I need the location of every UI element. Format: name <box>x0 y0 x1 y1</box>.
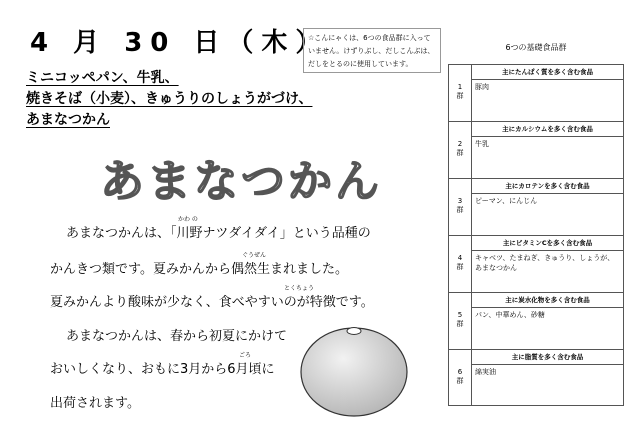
menu-line-3: あまなつかん <box>26 112 110 128</box>
group-number-5: 5 群 <box>456 311 464 328</box>
menu-line-1: ミニコッペパン、牛乳、 <box>26 70 179 86</box>
group-row-6 <box>449 349 623 406</box>
body-line-2: かんきつ類です。夏みかんから偶然生まれました。 <box>50 262 348 277</box>
group-foods-3: ピーマン、にんじん <box>471 194 623 236</box>
group-heading-6: 主に脂質を多く含む食品 <box>471 350 623 365</box>
group-row-1 <box>449 65 623 121</box>
body-line-4: あまなつかんは、春から初夏にかけて <box>66 329 288 344</box>
group-foods-2: 牛乳 <box>471 137 623 179</box>
group-number-4: 4 群 <box>456 254 464 271</box>
menu-list <box>26 68 312 131</box>
group-foods-5: パン、中華めん、砂糖 <box>471 308 623 350</box>
menu-line-2: 焼きそば（小麦）、きゅうりのしょうがづけ、 <box>26 91 313 107</box>
group-heading-5: 主に炭水化物を多く含む食品 <box>471 293 623 308</box>
food-groups-table <box>448 64 624 406</box>
group-foods-1: 豚肉 <box>471 80 623 121</box>
ruby-guuzen: ぐうぜん <box>242 252 267 259</box>
body-line-3: 夏みかんより酸味が少なく、食べやすいのが特徴です。 <box>50 295 374 310</box>
page-date: 4 月 30 日（木） <box>30 28 330 58</box>
amanatsu-title: あまなつかん <box>100 156 382 207</box>
ruby-tokuchou: とくちょう <box>284 285 315 292</box>
group-heading-3: 主にカロテンを多く含む食品 <box>471 179 623 194</box>
group-foods-4: キャベツ、たまねぎ、きゅうり、しょうが、あまなつかん <box>471 251 623 293</box>
group-row-3 <box>449 178 623 236</box>
ruby-koro: ごろ <box>239 352 252 359</box>
group-number-3: 3 群 <box>456 197 464 214</box>
group-row-5 <box>449 292 623 350</box>
group-heading-4: 主にビタミンCを多く含む食品 <box>471 236 623 251</box>
group-foods-6: 綿実油 <box>471 365 623 406</box>
amanatsu-illustration <box>298 318 410 418</box>
group-heading-1: 主にたんぱく質を多く含む食品 <box>471 65 623 80</box>
body-line-6: 出荷されます。 <box>50 396 140 411</box>
body-line-5: おいしくなり、おもに3月から6月頃に <box>50 362 275 377</box>
group-number-2: 2 群 <box>456 140 464 157</box>
group-heading-2: 主にカルシウムを多く含む食品 <box>471 122 623 137</box>
group-number-1: 1 群 <box>456 83 464 100</box>
group-row-4 <box>449 235 623 293</box>
group-row-2 <box>449 121 623 179</box>
konnyaku-note: ☆こんにゃくは、6つの食品群に入っていません。けずりぶし、だしこんぶは、だしをとるのに使用しています。 <box>303 28 441 73</box>
group-number-6: 6 群 <box>456 368 464 385</box>
ruby-kawano: かわ の <box>178 216 198 223</box>
groups-title: 6つの基礎食品群 <box>505 43 567 52</box>
body-line-1: あまなつかんは、「川野ナツダイダイ」という品種の <box>66 226 371 241</box>
